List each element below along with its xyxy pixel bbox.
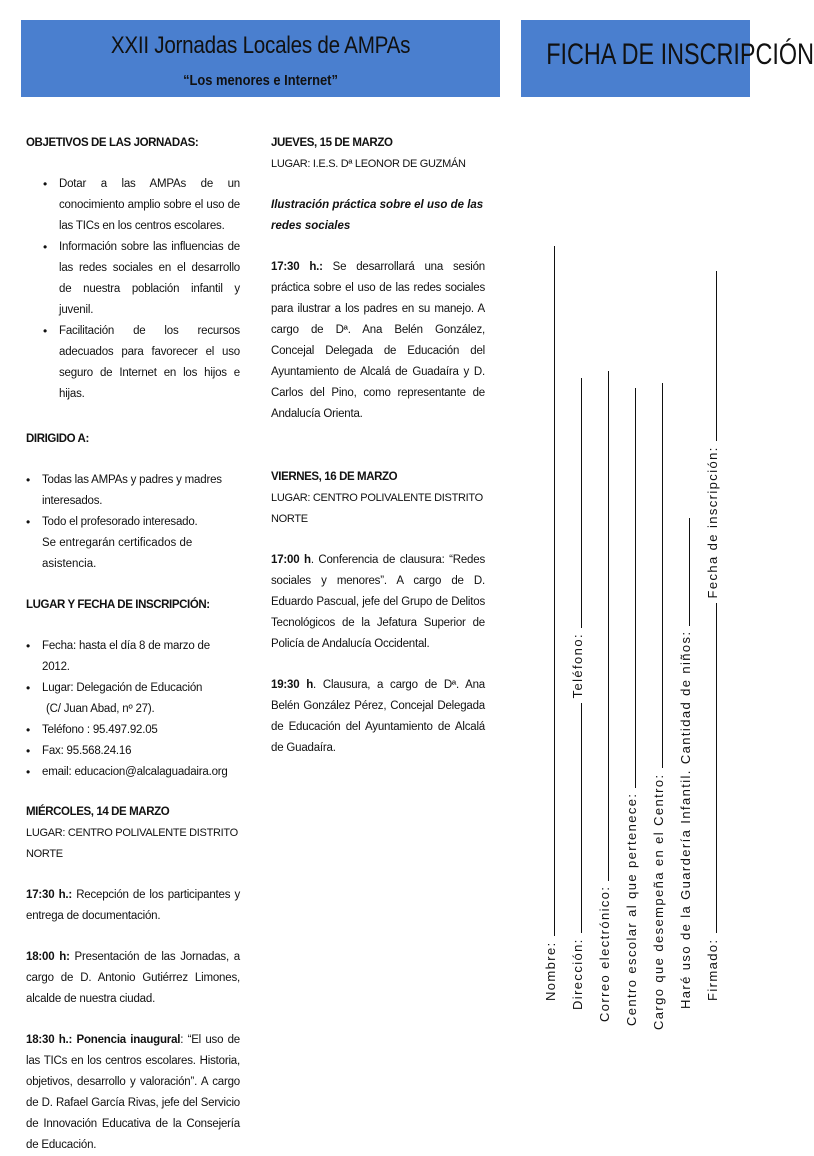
viernes-place: LUGAR: CENTRO POLIVALENTE DISTRITO NORTE [271, 492, 483, 525]
address-text: (C/ Juan Abad, nº 27). [46, 703, 155, 715]
centro-field[interactable] [622, 388, 639, 1026]
inscripcion-heading: LUGAR Y FECHA DE INSCRIPCIÓN: [26, 599, 210, 611]
middle-column [271, 133, 485, 759]
event-paragraph [271, 675, 485, 759]
direccion-input-line[interactable] [568, 703, 582, 933]
miercoles-heading: MIÉRCOLES, 14 DE MARZO [26, 806, 170, 818]
event-time: 17:00 h [271, 554, 311, 566]
firmado-field[interactable] [703, 271, 720, 1001]
firma-input-line[interactable] [703, 603, 717, 933]
cargo-field[interactable] [649, 383, 666, 1030]
list-item [42, 678, 240, 720]
form-title: FICHA DE INSCRIPCIÓN [546, 38, 814, 71]
field-label: Dirección: [570, 938, 585, 1010]
field-label: Firmado: [705, 938, 720, 1001]
direccion-field[interactable] [568, 378, 585, 1010]
list-item: • Dotar a las AMPAs de un conocimiento amplio sobre el uso de las TICs en los centros escolares. [59, 174, 240, 237]
jueves-subtitle [271, 195, 485, 237]
event-text: Se desarrollará una sesión práctica sobre el uso de las redes sociales para ilustrar a los padres en su manejo. A cargo de Dª. Ana Belén González, Concejal Delegada de Educación del Ayuntamiento de Alcalá de Guadaíra y D. Carlos del Pino, como representante de Andalucía Orienta. [271, 261, 485, 420]
jueves-place: LUGAR: I.E.S. Dª LEONOR DE GUZMÁN [271, 158, 466, 170]
event-time: 19:30 h [271, 679, 314, 691]
telefono-input-line[interactable] [568, 378, 582, 628]
correo-field[interactable] [595, 371, 612, 1022]
viernes-heading: VIERNES, 16 DE MARZO [271, 471, 398, 483]
event-paragraph [26, 885, 240, 927]
event-paragraph [26, 1030, 240, 1156]
field-label: Correo electrónico: [597, 885, 612, 1022]
event-text: Recepción de los participantes y entrega de documentación. [26, 889, 240, 922]
list-item: • Fecha: hasta el día 8 de marzo de 2012. [42, 636, 240, 678]
guarderia-field[interactable] [676, 518, 693, 1009]
centro-input-line[interactable] [622, 388, 636, 788]
jueves-heading: JUEVES, 15 DE MARZO [271, 137, 393, 149]
jueves-subtitle-text: Ilustración práctica sobre el uso de las redes sociales [271, 199, 484, 232]
list-item: • Fax: 95.568.24.16 [42, 741, 240, 762]
fecha-label: Fecha de inscripción: [705, 446, 720, 599]
form-banner [521, 20, 814, 97]
field-label: Cargo que desempeña en el Centro: [651, 773, 666, 1030]
correo-input-line[interactable] [595, 371, 609, 881]
event-paragraph [26, 947, 240, 1010]
event-title: XXII Jornadas Locales de AMPAs [110, 32, 411, 59]
ninos-label: Cantidad de niños: [678, 630, 693, 765]
objetivos-heading: OBJETIVOS DE LAS JORNADAS: [26, 137, 199, 149]
event-time: 17:30 h.: [26, 889, 73, 901]
list-item: • Facilitación de los recursos adecuados para favorecer el uso seguro de Internet en los hijos e hijas. [59, 321, 240, 405]
dirigido-heading: DIRIGIDO A: [26, 433, 89, 445]
nombre-field[interactable] [541, 246, 558, 1001]
event-text: . Clausura, a cargo de Dª. Ana Belén González Pérez, Concejal Delegada de Educación del Ayuntamiento de Alcalá de Guadaíra. [271, 679, 486, 754]
certificate-note: Se entregarán certificados de asistencia. [42, 537, 193, 570]
list-item: • Todo el profesorado interesado. [42, 512, 240, 533]
telefono-label: Teléfono: [570, 633, 585, 699]
registration-form [540, 155, 740, 1030]
title-banner [21, 20, 500, 97]
ninos-input-line[interactable] [676, 518, 690, 626]
list-item: • Información sobre las influencias de las redes sociales en el desarrollo de nuestra población infantil y juvenil. [59, 237, 240, 321]
event-time: 18:00 h: [26, 951, 70, 963]
field-label: Nombre: [543, 941, 558, 1001]
list-item-text: Lugar: Delegación de Educación [42, 682, 203, 694]
event-subtitle: “Los menores e Internet” [183, 72, 338, 89]
nombre-input-line[interactable] [541, 246, 555, 936]
inscripcion-list [26, 636, 240, 783]
list-item: • email: educacion@alcalaguadaira.org [42, 762, 240, 783]
event-text: . Conferencia de clausura: “Redes sociales y menores”. A cargo de D. Eduardo Pascual, jefe del Grupo de Delitos Tecnológicos de la Jefatura Superior de Policía de Andalucía Occidental. [271, 554, 485, 650]
cargo-input-line[interactable] [649, 383, 663, 768]
event-paragraph [271, 550, 485, 655]
dirigido-list [26, 470, 240, 533]
list-item: • Todas las AMPAs y padres y madres interesados. [42, 470, 240, 512]
list-item: • Teléfono : 95.497.92.05 [42, 720, 240, 741]
event-text: : “El uso de las TICs en los centros escolares. Historia, objetivos, desarrollo y valoración”. A cargo de D. Rafael García Rivas, jefe del Servicio de Innovación Educativa de la Consejería de Educación. [26, 1034, 240, 1151]
event-time: 17:30 h.: [271, 261, 323, 273]
miercoles-place: LUGAR: CENTRO POLIVALENTE DISTRITO NORTE [26, 827, 238, 860]
left-column [26, 133, 240, 1156]
field-label: Centro escolar al que pertenece: [624, 792, 639, 1026]
event-text: Presentación de las Jornadas, a cargo de D. Antonio Gutiérrez Limones, alcalde de nuestra ciudad. [26, 951, 240, 1005]
field-label: Haré uso de la Guardería Infantil. [678, 769, 693, 1009]
event-paragraph [271, 257, 485, 425]
objetivos-list [26, 174, 240, 405]
event-time: 18:30 h.: Ponencia inaugural [26, 1034, 181, 1046]
fecha-input-line[interactable] [703, 271, 717, 441]
